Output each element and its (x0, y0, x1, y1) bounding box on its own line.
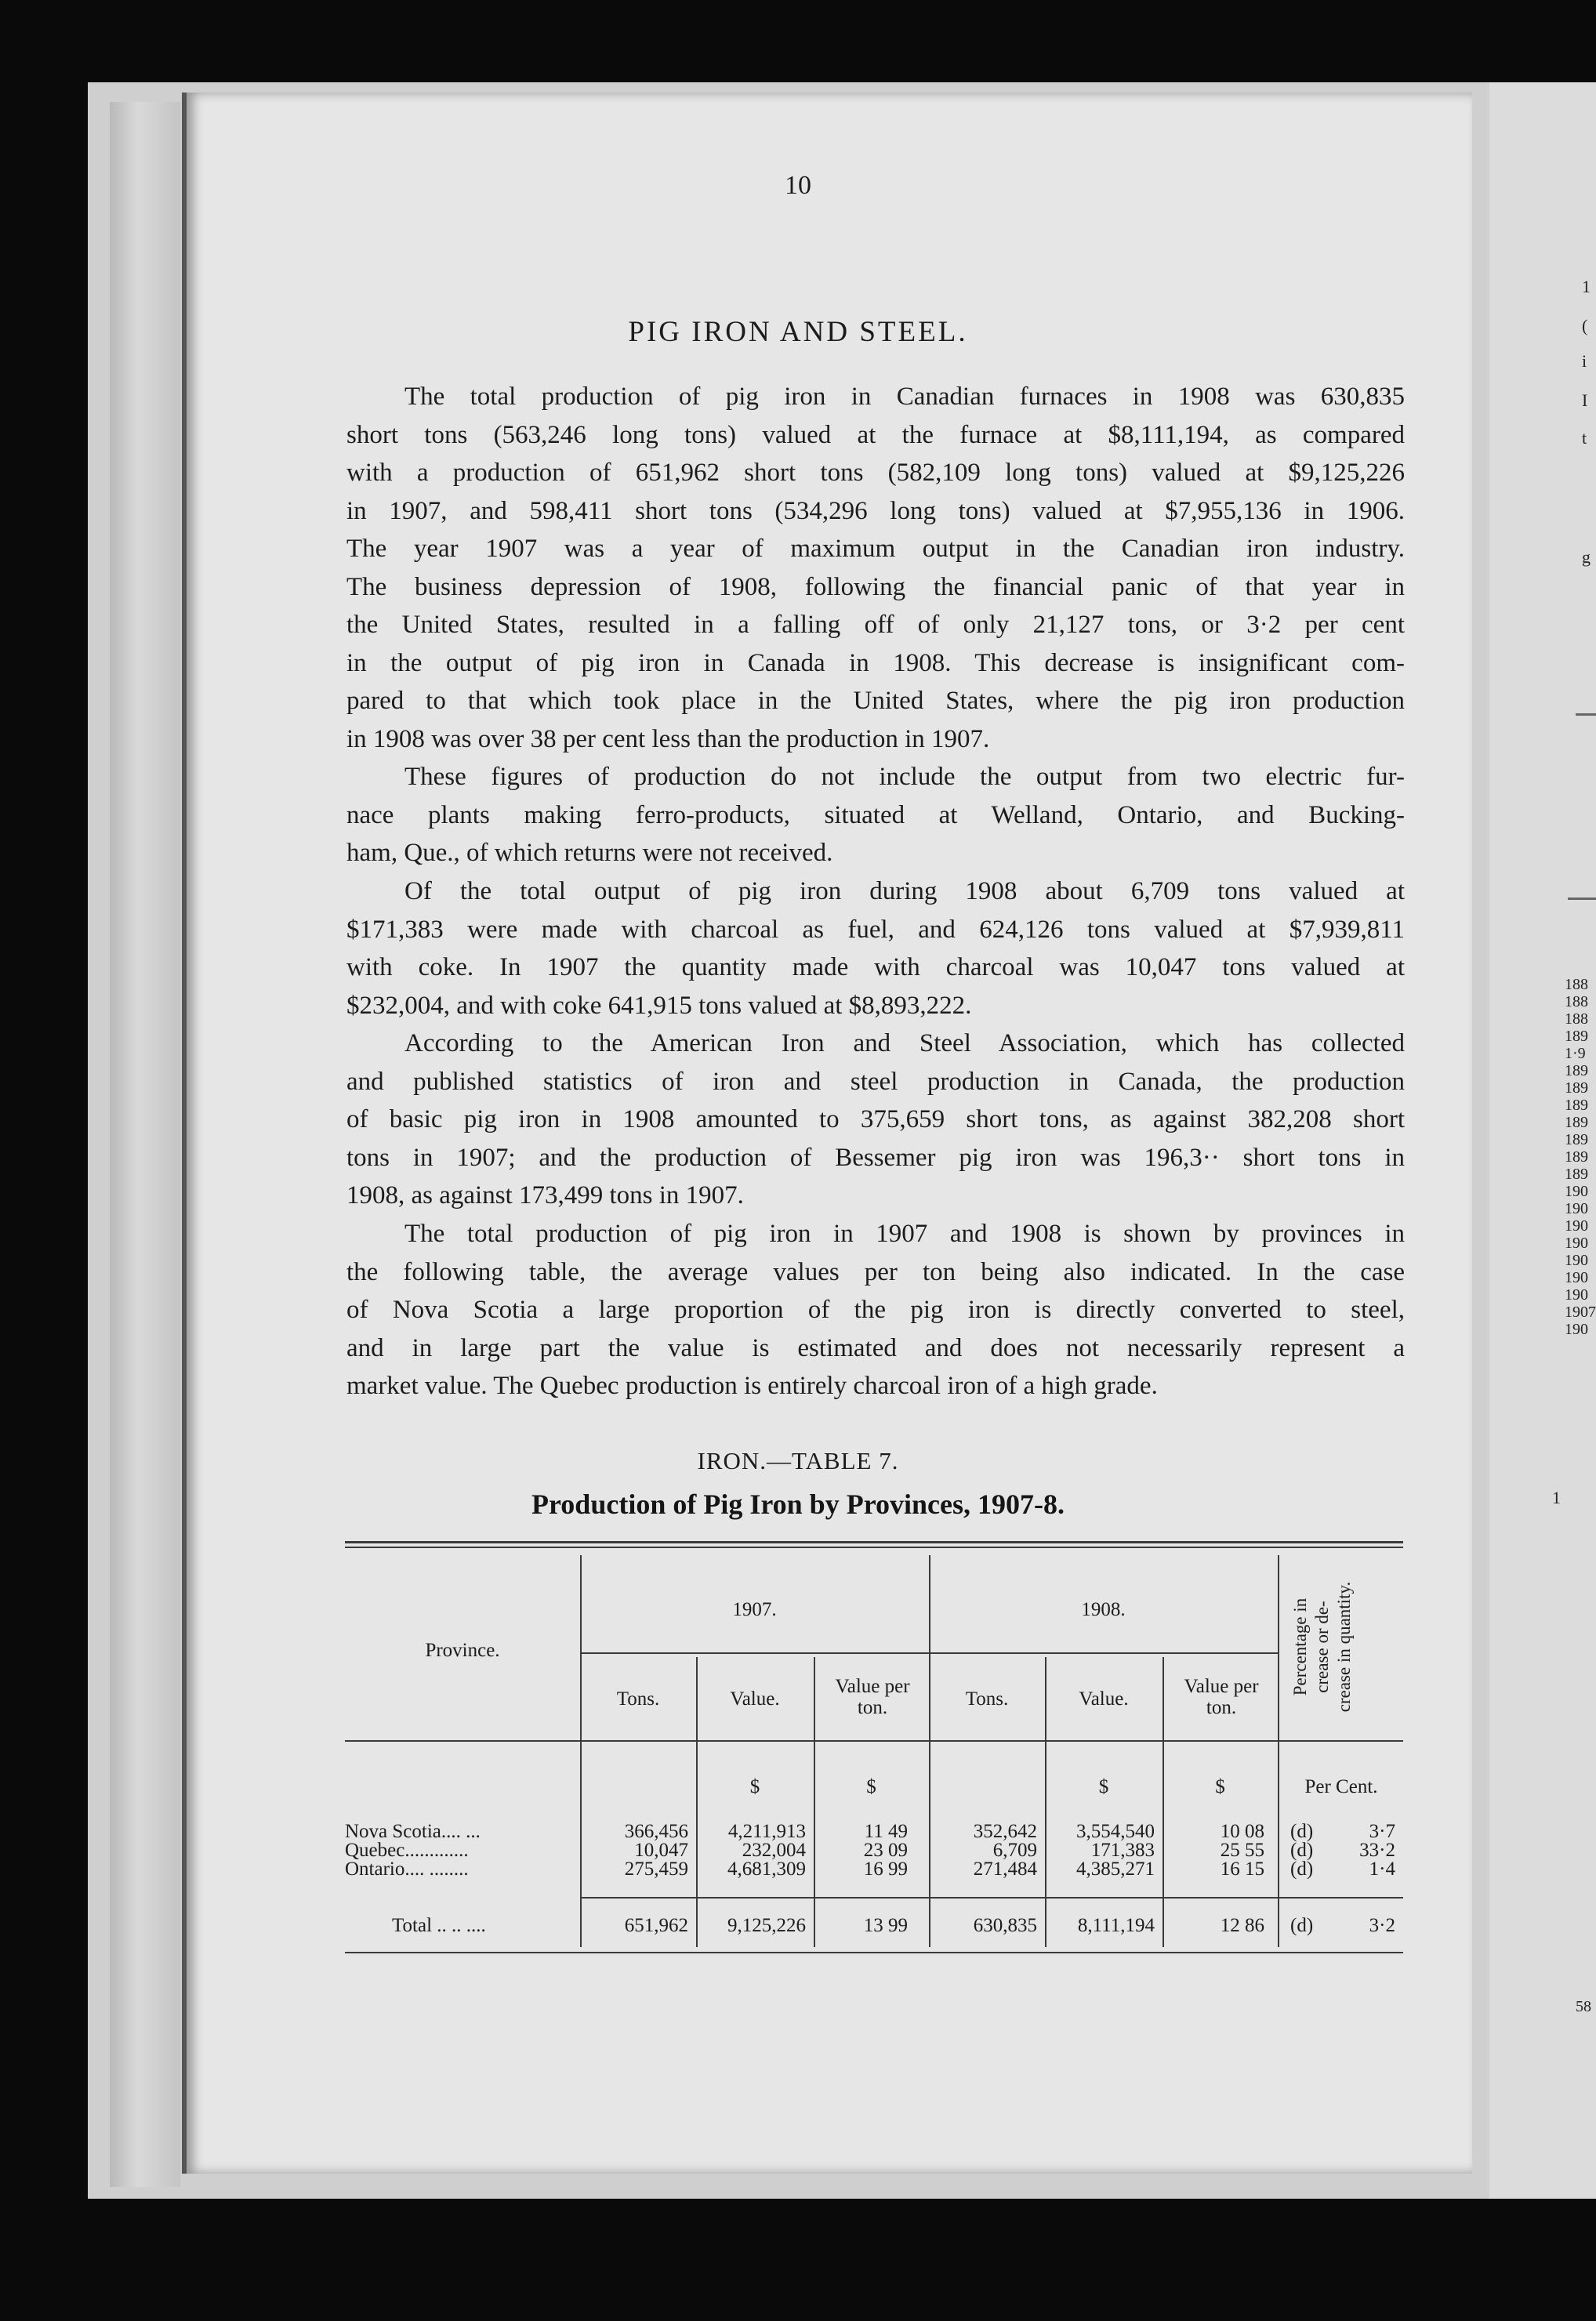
text-line: These figures of production do not include the output from two electric fur- (404, 763, 1405, 791)
adjacent-year: 1907 (1565, 1304, 1596, 1321)
adjacent-margin-letter: g (1582, 547, 1591, 567)
cell-vpt-1908: 10 08 (1220, 1821, 1264, 1842)
unit-dollar: $ (866, 1776, 876, 1797)
adjacent-year: 189 (1565, 1062, 1588, 1079)
adjacent-year: 190 (1565, 1321, 1588, 1338)
column-rule (1163, 1657, 1164, 1947)
header-tons-1908: Tons. (965, 1688, 1009, 1710)
header-year-1907: 1907. (732, 1599, 777, 1620)
adjacent-year: 189 (1565, 1131, 1588, 1148)
column-rule (814, 1657, 815, 1947)
text-line: The total production of pig iron in Canadian furnaces in 1908 was 630,835 (404, 383, 1405, 411)
cell-value-1907: 4,681,309 (727, 1859, 806, 1880)
text-line: According to the American Iron and Steel Association, which has collected (404, 1029, 1405, 1057)
text-line: market value. The Quebec production is entirely charcoal iron of a high grade. (346, 1372, 1158, 1400)
total-tons-1908: 630,835 (973, 1915, 1037, 1936)
cell-vpt-1908: 16 15 (1220, 1859, 1264, 1880)
total-tons-1907: 651,962 (624, 1915, 688, 1936)
adjacent-margin-letter: I (1582, 390, 1588, 410)
cell-tons-1908: 6,709 (992, 1840, 1037, 1861)
text-line: nace plants making ferro-products, situated at Welland, Ontario, and Bucking- (346, 800, 1405, 829)
adjacent-year: 188 (1565, 993, 1588, 1010)
paragraph-charcoal-coke (346, 872, 1405, 1025)
adjacent-year: 190 (1565, 1235, 1588, 1252)
adjacent-year: 189 (1565, 1166, 1588, 1183)
header-value-1908: Value. (1079, 1688, 1129, 1710)
total-vpt-1908: 12 86 (1220, 1915, 1264, 1936)
column-rule (1278, 1555, 1279, 1947)
text-line: with a production of 651,962 short tons (582,109 long tons) valued at $9,125,226 (346, 459, 1405, 487)
cell-percent: 33·2 (1359, 1840, 1395, 1861)
unit-dollar: $ (749, 1776, 760, 1797)
cell-value-1908: 171,383 (1090, 1840, 1155, 1861)
adjacent-year: 189 (1565, 1097, 1588, 1114)
production-table (345, 1541, 1403, 1957)
text-line: The total production of pig iron in 1907 and 1908 is shown by provinces in (404, 1220, 1405, 1248)
text-line: in the output of pig iron in Canada in 1908. This decrease is insignificant com- (346, 648, 1405, 677)
cell-percent: 3·7 (1369, 1821, 1395, 1842)
adjacent-year-column (1565, 976, 1596, 1338)
row-province: Quebec............. (345, 1840, 469, 1861)
paragraph-electric-furnaces (346, 758, 1405, 872)
adjacent-margin-letter: 1 (1582, 277, 1591, 296)
cell-value-1907: 232,004 (742, 1840, 806, 1861)
adjacent-margin-letter: t (1582, 428, 1587, 448)
total-value-1908: 8,111,194 (1077, 1915, 1155, 1936)
adjacent-year: 190 (1565, 1217, 1588, 1235)
total-label: Total .. .. .... (392, 1915, 486, 1936)
adjacent-page-fragment: 58 (1576, 1998, 1591, 2015)
unit-dollar: $ (1215, 1776, 1225, 1797)
cell-value-1908: 3,554,540 (1076, 1821, 1155, 1842)
cell-flag: (d) (1290, 1821, 1314, 1842)
table-bottom-rule (345, 1952, 1403, 1953)
text-line: pared to that which took place in the United States, where the pig iron production (346, 687, 1405, 715)
row-province: Nova Scotia.... ... (345, 1821, 481, 1842)
text-line: short tons (563,246 long tons) valued at the furnace at $8,111,194, as compared (346, 420, 1405, 449)
total-percent: 3·2 (1369, 1915, 1395, 1936)
text-line: and in large part the value is estimated and does not necessarily represent a (346, 1333, 1405, 1362)
cell-tons-1907: 10,047 (634, 1840, 688, 1861)
table-top-rule (345, 1547, 1403, 1548)
cell-flag: (d) (1290, 1840, 1314, 1861)
header-percentage-text: Percentage in crease or de- crease in quantity. (1290, 1581, 1354, 1713)
header-bottom-rule (345, 1740, 1403, 1742)
text-line: Of the total output of pig iron during 1908 about 6,709 tons valued at (404, 877, 1405, 905)
paragraph-steel-association (346, 1025, 1405, 1215)
adjacent-year: 189 (1565, 1114, 1588, 1131)
header-province: Province. (425, 1640, 500, 1661)
cell-value-1907: 4,211,913 (727, 1821, 806, 1842)
cell-value-1908: 4,385,271 (1076, 1859, 1155, 1880)
text-line: ham, Que., of which returns were not received. (346, 839, 833, 867)
cell-vpt-1908: 25 55 (1220, 1840, 1264, 1861)
adjacent-margin-letter: i (1582, 351, 1587, 371)
adjacent-year: 1·9 (1565, 1045, 1586, 1062)
total-vpt-1907: 13 99 (863, 1915, 908, 1936)
adjacent-year: 188 (1565, 976, 1588, 993)
page-number: 10 (785, 171, 811, 200)
adjacent-year: 190 (1565, 1269, 1588, 1286)
table-top-rule (345, 1541, 1403, 1543)
cell-vpt-1907: 23 09 (863, 1840, 908, 1861)
row-province: Ontario.... ........ (345, 1859, 469, 1880)
text-line: in 1907, and 598,411 short tons (534,296 long tons) valued at $7,955,136 in 1906. (346, 496, 1405, 525)
total-rule (580, 1897, 1403, 1899)
table-title: Production of Pig Iron by Provinces, 1907-8. (531, 1489, 1065, 1520)
header-value-per-ton-1908: Value per ton. (1184, 1676, 1259, 1718)
text-line: in 1908 was over 38 per cent less than the production in 1907. (346, 724, 990, 753)
text-line: the following table, the average values per ton being also indicated. In the case (346, 1257, 1405, 1286)
text-line: of Nova Scotia a large proportion of the pig iron is directly converted to steel, (346, 1296, 1405, 1324)
adjacent-year: 190 (1565, 1252, 1588, 1269)
adjacent-footnote: 1 (1552, 1488, 1561, 1507)
adjacent-rule (1576, 713, 1596, 716)
cell-vpt-1907: 16 99 (863, 1859, 908, 1880)
paragraph-provinces (346, 1215, 1405, 1405)
text-line: The business depression of 1908, following the financial panic of that year in (346, 572, 1405, 601)
adjacent-year: 189 (1565, 1148, 1588, 1166)
adjacent-year: 190 (1565, 1183, 1588, 1200)
text-line: tons in 1907; and the production of Bessemer pig iron was 196,3·· short tons in (346, 1143, 1405, 1172)
header-tons-1907: Tons. (616, 1688, 660, 1710)
cell-tons-1907: 275,459 (624, 1859, 688, 1880)
text-line: with coke. In 1907 the quantity made with charcoal was 10,047 tons valued at (346, 953, 1405, 981)
cell-flag: (d) (1290, 1859, 1314, 1880)
cell-tons-1908: 352,642 (973, 1821, 1037, 1842)
adjacent-year: 188 (1565, 1010, 1588, 1028)
table-caption: IRON.—TABLE 7. (697, 1447, 899, 1474)
adjacent-page (1489, 82, 1596, 2199)
left-page-edge (110, 102, 180, 2187)
adjacent-rule (1568, 898, 1596, 900)
adjacent-year: 190 (1565, 1286, 1588, 1304)
cell-tons-1907: 366,456 (624, 1821, 688, 1842)
text-line: 1908, as against 173,499 tons in 1907. (346, 1181, 744, 1209)
adjacent-year: 189 (1565, 1079, 1588, 1097)
cell-vpt-1907: 11 49 (864, 1821, 908, 1842)
header-year-1908: 1908. (1081, 1599, 1126, 1620)
unit-dollar: $ (1098, 1776, 1109, 1797)
text-line: the United States, resulted in a falling off of only 21,127 tons, or 3·2 per cent (346, 611, 1405, 639)
text-line: $171,383 were made with charcoal as fuel, and 624,126 tons valued at $7,939,811 (346, 915, 1405, 944)
text-line: of basic pig iron in 1908 amounted to 375,659 short tons, as against 382,208 short (346, 1105, 1405, 1133)
paragraph-production-summary (346, 378, 1405, 758)
adjacent-margin-letter: ( (1582, 316, 1588, 335)
text-line: and published statistics of iron and steel production in Canada, the production (346, 1067, 1405, 1096)
header-value-per-ton-1907: Value per ton. (835, 1676, 910, 1718)
text-line: The year 1907 was a year of maximum output in the Canadian iron industry. (346, 535, 1405, 563)
text-line: $232,004, and with coke 641,915 tons valued at $8,893,222. (346, 991, 972, 1020)
total-flag: (d) (1290, 1915, 1314, 1936)
section-title: PIG IRON AND STEEL. (628, 316, 968, 348)
unit-percent: Per Cent. (1304, 1776, 1378, 1797)
header-value-1907: Value. (730, 1688, 780, 1710)
cell-percent: 1·4 (1369, 1859, 1395, 1880)
header-percentage (1289, 1580, 1395, 1714)
adjacent-year: 190 (1565, 1200, 1588, 1217)
total-value-1907: 9,125,226 (727, 1915, 806, 1936)
cell-tons-1908: 271,484 (973, 1859, 1037, 1880)
adjacent-year: 189 (1565, 1028, 1588, 1045)
